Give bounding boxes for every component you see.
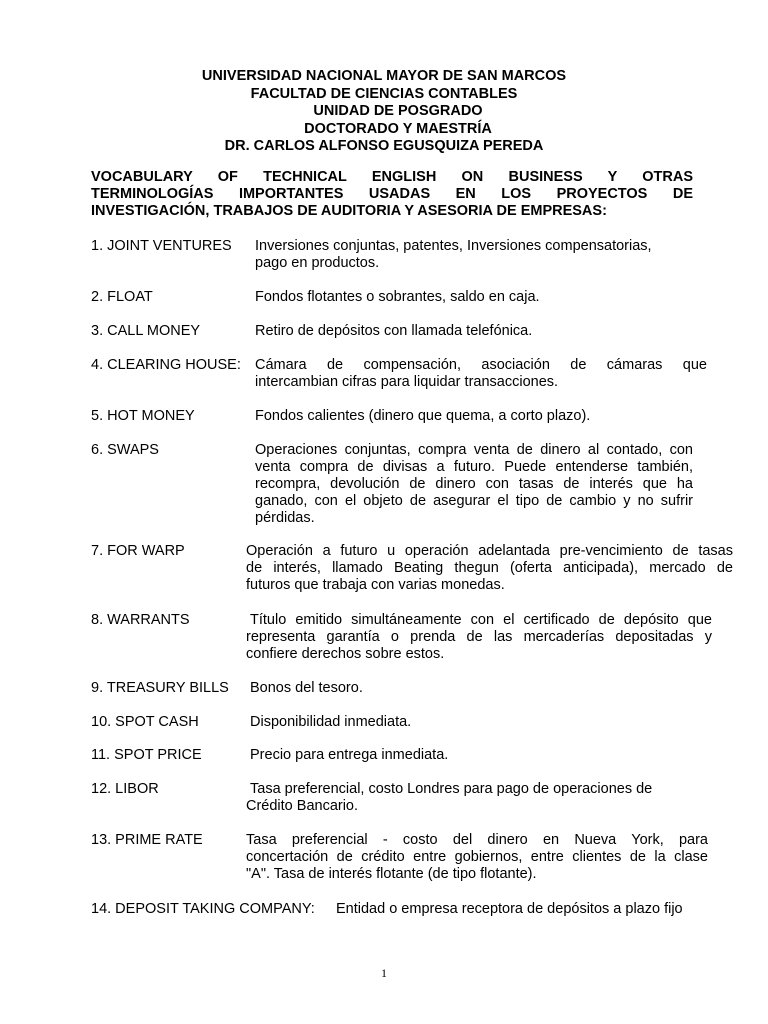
vocab-definition <box>255 408 695 425</box>
vocab-definition <box>255 323 695 340</box>
page-number: 1 <box>381 966 387 980</box>
definition-line: pérdidas. <box>255 510 315 526</box>
vocab-term: 4. CLEARING HOUSE: <box>91 357 241 373</box>
header-faculty: FACULTAD DE CIENCIAS CONTABLES <box>250 85 518 102</box>
vocab-term: 2. FLOAT <box>91 289 153 305</box>
definition-line: Fondos calientes (dinero que quema, a corto plazo). <box>255 408 591 424</box>
definition-line: Inversiones conjuntas, patentes, Inversiones compensatorias, <box>255 238 652 254</box>
definition-line: de interés, llamado Beating thegun (oferta anticipada), mercado de <box>246 560 733 576</box>
header-program: DOCTORADO Y MAESTRÍA <box>304 120 492 137</box>
intro-line: VOCABULARY OF TECHNICAL ENGLISH ON BUSINESS Y OTRAS <box>91 169 693 185</box>
definition-line: futuros que trabaja con varias monedas. <box>246 577 505 593</box>
vocab-definition <box>255 357 707 391</box>
vocab-term: 9. TREASURY BILLS <box>91 680 229 696</box>
definition-line: Tasa preferencial - costo del dinero en Nueva York, para <box>246 832 708 848</box>
definition-line: recompra, devolución de dinero con tasas de interés que ha <box>255 476 693 492</box>
vocab-definition <box>250 680 690 697</box>
document-intro <box>91 169 693 220</box>
definition-line: intercambian cifras para liquidar transacciones. <box>255 374 559 390</box>
intro-line: TERMINOLOGÍAS IMPORTANTES USADAS EN LOS PROYECTOS DE <box>91 186 693 202</box>
vocab-term: 3. CALL MONEY <box>91 323 201 339</box>
vocab-definition <box>246 832 708 883</box>
vocab-definition <box>246 781 686 815</box>
vocab-definition <box>246 543 733 594</box>
intro-line: INVESTIGACIÓN, TRABAJOS DE AUDITORIA Y ASESORIA DE EMPRESAS: <box>91 203 607 219</box>
vocab-term: 11. SPOT PRICE <box>91 747 202 763</box>
definition-line: Fondos flotantes o sobrantes, saldo en caja. <box>255 289 540 305</box>
definition-line: ganado, con el objeto de asegurar el tipo de cambio y no sufrir <box>255 493 693 509</box>
definition-line: confiere derechos sobre estos. <box>246 646 445 662</box>
vocab-definition <box>336 901 716 918</box>
definition-line: Entidad o empresa receptora de depósitos a plazo fijo <box>336 901 683 917</box>
definition-line: pago en productos. <box>255 255 380 271</box>
vocab-term: 10. SPOT CASH <box>91 714 199 730</box>
vocab-definition <box>255 442 693 527</box>
definition-line: Cámara de compensación, asociación de cámaras que <box>255 357 707 373</box>
definition-line: Crédito Bancario. <box>246 798 359 814</box>
vocab-definition <box>250 714 690 731</box>
vocab-term: 6. SWAPS <box>91 442 159 458</box>
definition-line: Título emitido simultáneamente con el certificado de depósito que <box>250 612 712 628</box>
vocab-definition <box>250 747 690 764</box>
definition-line: Bonos del tesoro. <box>250 680 363 696</box>
document-header <box>0 68 768 156</box>
definition-line: Tasa preferencial, costo Londres para pago de operaciones de <box>250 781 653 797</box>
vocab-term: 12. LIBOR <box>91 781 159 797</box>
definition-line: Retiro de depósitos con llamada telefónica. <box>255 323 533 339</box>
vocab-term: 5. HOT MONEY <box>91 408 195 424</box>
vocab-term: 14. DEPOSIT TAKING COMPANY: <box>91 901 315 917</box>
vocab-definition <box>246 612 712 663</box>
header-university: UNIVERSIDAD NACIONAL MAYOR DE SAN MARCOS <box>201 68 567 84</box>
definition-line: "A". Tasa de interés flotante (de tipo flotante). <box>246 866 537 882</box>
header-author: DR. CARLOS ALFONSO EGUSQUIZA PEREDA <box>224 138 544 154</box>
definition-line: Operación a futuro u operación adelantada pre-vencimiento de tasas <box>246 543 733 559</box>
definition-line: Disponibilidad inmediata. <box>250 714 412 730</box>
definition-line: venta compra de divisas a futuro. Puede entenderse también, <box>255 459 693 475</box>
definition-line: Precio para entrega inmediata. <box>250 747 449 763</box>
definition-line: concertación de crédito entre gobiernos, entre clientes de la clase <box>246 849 708 865</box>
definition-line: representa garantía o prenda de las mercaderías depositadas y <box>246 629 712 645</box>
vocab-definition <box>255 289 695 306</box>
vocab-term: 7. FOR WARP <box>91 543 185 559</box>
vocab-term: 8. WARRANTS <box>91 612 190 628</box>
vocab-term: 1. JOINT VENTURES <box>91 238 232 254</box>
definition-line: Operaciones conjuntas, compra venta de dinero al contado, con <box>255 442 693 458</box>
vocab-definition <box>255 238 695 272</box>
vocab-term: 13. PRIME RATE <box>91 832 203 848</box>
header-unit: UNIDAD DE POSGRADO <box>313 103 483 119</box>
